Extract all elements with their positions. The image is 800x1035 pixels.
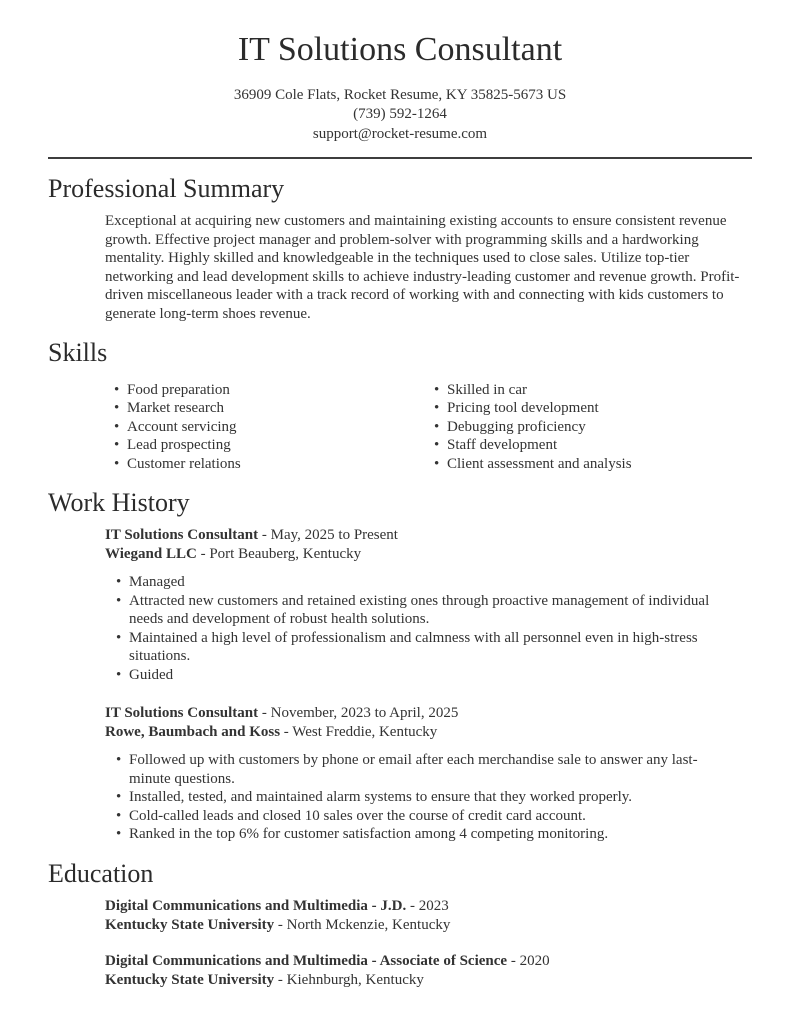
skills-column-right	[425, 381, 752, 474]
job-bullet: • Followed up with customers by phone or email after each merchandise sale to answer any last-minute questions.	[129, 751, 735, 788]
skill-item: • Debugging proficiency	[447, 418, 752, 437]
contact-email: support@rocket-resume.com	[312, 125, 488, 142]
job-title: IT Solutions Consultant	[105, 705, 259, 722]
section-skills	[48, 337, 752, 473]
skill-item: • Market research	[127, 399, 425, 418]
job-bullet-list	[105, 573, 735, 684]
skill-item: • Lead prospecting	[127, 436, 425, 455]
education-school-line	[105, 916, 752, 935]
job-location: Port Beauberg, Kentucky	[209, 546, 362, 563]
education-degree: Digital Communications and Multimedia - Associate of Science	[105, 953, 508, 970]
skills-heading: Skills	[48, 338, 108, 368]
education-location: Kiehnburgh, Kentucky	[286, 972, 424, 989]
section-professional-summary	[48, 173, 752, 323]
separator: -	[277, 972, 283, 989]
job-company: Rowe, Baumbach and Koss	[105, 724, 281, 741]
job-bullet-list	[105, 751, 735, 844]
job-header	[105, 526, 752, 564]
job-dates: November, 2023 to April, 2025	[270, 705, 459, 722]
education-degree-line	[105, 897, 752, 916]
contact-info	[48, 86, 752, 145]
job-bullet: • Ranked in the top 6% for customer satisfaction among 4 competing monitoring.	[129, 825, 735, 844]
separator: -	[277, 917, 283, 934]
job-title-line	[105, 526, 752, 545]
education-location: North Mckenzie, Kentucky	[286, 917, 451, 934]
resume-header	[48, 30, 752, 144]
separator: -	[410, 898, 416, 915]
skills-column-left	[105, 381, 425, 474]
education-school-line	[105, 971, 752, 990]
job-entry	[48, 526, 752, 684]
job-title: IT Solutions Consultant	[105, 527, 259, 544]
job-bullet: • Guided	[129, 666, 735, 685]
contact-phone: (739) 592-1264	[353, 106, 447, 123]
separator: -	[510, 953, 516, 970]
education-year: 2020	[519, 953, 550, 970]
separator: -	[200, 546, 206, 563]
summary-text: Exceptional at acquiring new customers and maintaining existing accounts to ensure consistent revenue growth. Effective project manager and problem-solver with programming skills and a hardworking mentality. Highly skilled and knowledgeable in the techniques used to close sales. Utilize top-tier networking and lead development skills to achieve industry-leading customer and revenue growth. Profit-driven miscellaneous leader with a track record of working with and connecting with kids customers to generate long-term shoes revenue.	[105, 213, 740, 322]
section-work-history	[48, 487, 752, 844]
education-heading: Education	[48, 858, 154, 888]
separator: -	[283, 724, 289, 741]
education-degree: Digital Communications and Multimedia - J.D.	[105, 898, 407, 915]
job-company: Wiegand LLC	[105, 546, 197, 563]
separator: -	[261, 705, 267, 722]
education-year: 2023	[418, 898, 449, 915]
summary-heading: Professional Summary	[48, 174, 285, 204]
job-title-line	[105, 704, 752, 723]
job-company-line	[105, 723, 752, 742]
job-bullet: • Attracted new customers and retained existing ones through proactive management of individual needs and development of robust health solutions.	[129, 592, 735, 629]
skill-item: • Pricing tool development	[447, 399, 752, 418]
job-company-line	[105, 545, 752, 564]
section-education	[48, 858, 752, 990]
education-entry	[105, 952, 752, 990]
skill-item: • Food preparation	[127, 381, 425, 400]
header-divider	[48, 157, 752, 159]
job-bullet: • Cold-called leads and closed 10 sales over the course of credit card account.	[129, 807, 735, 826]
separator: -	[261, 527, 267, 544]
page-title: IT Solutions Consultant	[237, 31, 563, 68]
job-dates: May, 2025 to Present	[270, 527, 398, 544]
skill-item: • Skilled in car	[447, 381, 752, 400]
job-bullet: • Installed, tested, and maintained alarm systems to ensure that they worked properly.	[129, 788, 735, 807]
skill-item: • Staff development	[447, 436, 752, 455]
skill-item: • Customer relations	[127, 455, 425, 474]
education-school: Kentucky State University	[105, 917, 275, 934]
education-degree-line	[105, 952, 752, 971]
job-location: West Freddie, Kentucky	[292, 724, 438, 741]
job-bullet: • Maintained a high level of professionalism and calmness with all personnel even in high-stress situations.	[129, 629, 735, 666]
skills-columns	[105, 377, 752, 474]
job-bullet: • Managed	[129, 573, 735, 592]
job-header	[105, 704, 752, 742]
skill-item: • Client assessment and analysis	[447, 455, 752, 474]
education-school: Kentucky State University	[105, 972, 275, 989]
job-entry	[48, 704, 752, 844]
work-history-heading: Work History	[48, 488, 190, 518]
education-entry	[105, 897, 752, 935]
skill-item: • Account servicing	[127, 418, 425, 437]
contact-address: 36909 Cole Flats, Rocket Resume, KY 35825-5673 US	[233, 86, 567, 103]
